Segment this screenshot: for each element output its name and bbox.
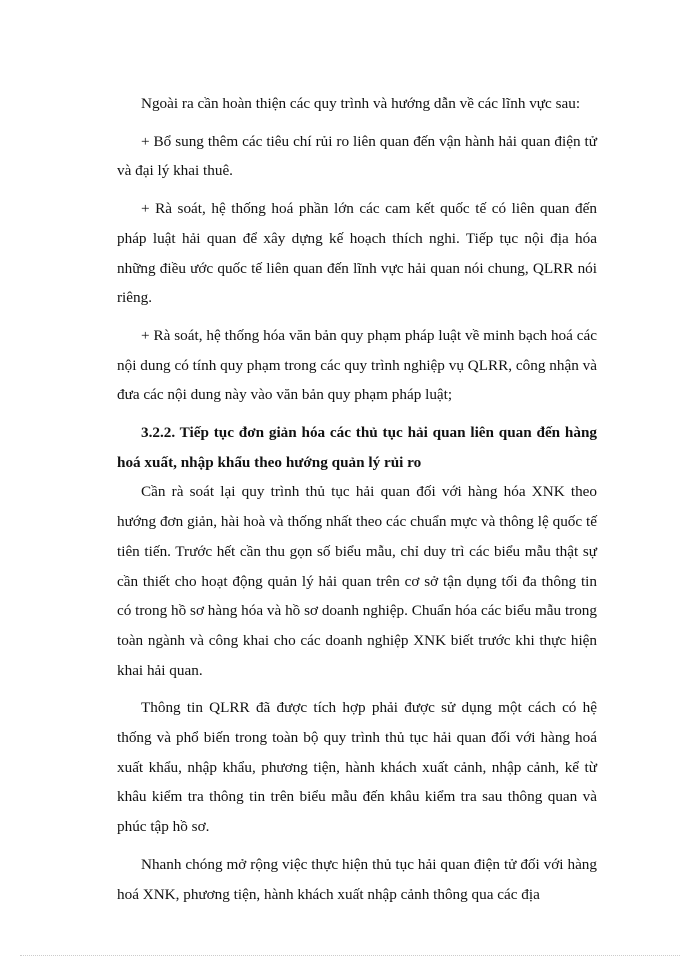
section-heading: 3.2.2. Tiếp tục đơn giản hóa các thủ tục hải quan liên quan đến hàng hoá xuất, nhập khẩu theo hướng quản lý rủi ro xyxy=(117,424,597,471)
paragraph-bullet-3: + Rà soát, hệ thống hóa văn bản quy phạm pháp luật về minh bạch hoá các nội dung có tính quy phạm trong các quy trình nghiệp vụ QLRR, công nhận và đưa các nội dung này vào văn bản quy phạm pháp luật; xyxy=(117,326,597,404)
paragraph-bullet-1: + Bổ sung thêm các tiêu chí rủi ro liên quan đến vận hành hải quan điện tử và đại lý khai thuê. xyxy=(117,132,597,180)
paragraph-body-2: Thông tin QLRR đã được tích hợp phải được sử dụng một cách có hệ thống và phổ biến trong toàn bộ quy trình thủ tục hải quan đối với hàng hoá xuất khẩu, nhập khẩu, phương tiện, hành khách xuất cảnh, nhập cảnh, kể từ khâu kiểm tra thông tin trên biểu mẫu đến khâu kiểm tra sau thông quan và phúc tập hồ sơ. xyxy=(117,699,597,836)
paragraph-bullet-2: + Rà soát, hệ thống hoá phần lớn các cam kết quốc tế có liên quan đến pháp luật hải quan để xây dựng kế hoạch thích nghi. Tiếp tục nội địa hóa những điều ước quốc tế liên quan đến lĩnh vực hải quan nói chung, QLRR nói riêng. xyxy=(117,200,597,307)
paragraph-intro: Ngoài ra cần hoàn thiện các quy trình và hướng dẫn về các lĩnh vực sau: xyxy=(141,95,581,112)
paragraph-body-3: Nhanh chóng mở rộng việc thực hiện thủ tục hải quan điện tử đối với hàng hoá XNK, phương tiện, hành khách xuất nhập cảnh thông qua các địa xyxy=(117,855,597,903)
paragraph-body-1: Cần rà soát lại quy trình thủ tục hải quan đối với hàng hóa XNK theo hướng đơn giản, hài hoà và thống nhất theo các chuẩn mực và thông lệ quốc tế tiên tiến. Trước hết cần thu gọn số biểu mẫu, chỉ duy trì các biểu mẫu thật sự cần thiết cho hoạt động quản lý hải quan trên cơ sở tận dụng tối đa thông tin có trong hồ sơ hàng hóa và hồ sơ doanh nghiệp. Chuẩn hóa các biểu mẫu trong toàn ngành và công khai cho các doanh nghiệp XNK biết trước khi thực hiện khai hải quan. xyxy=(117,483,597,679)
document-page xyxy=(117,89,597,917)
page-bottom-divider xyxy=(20,955,680,956)
